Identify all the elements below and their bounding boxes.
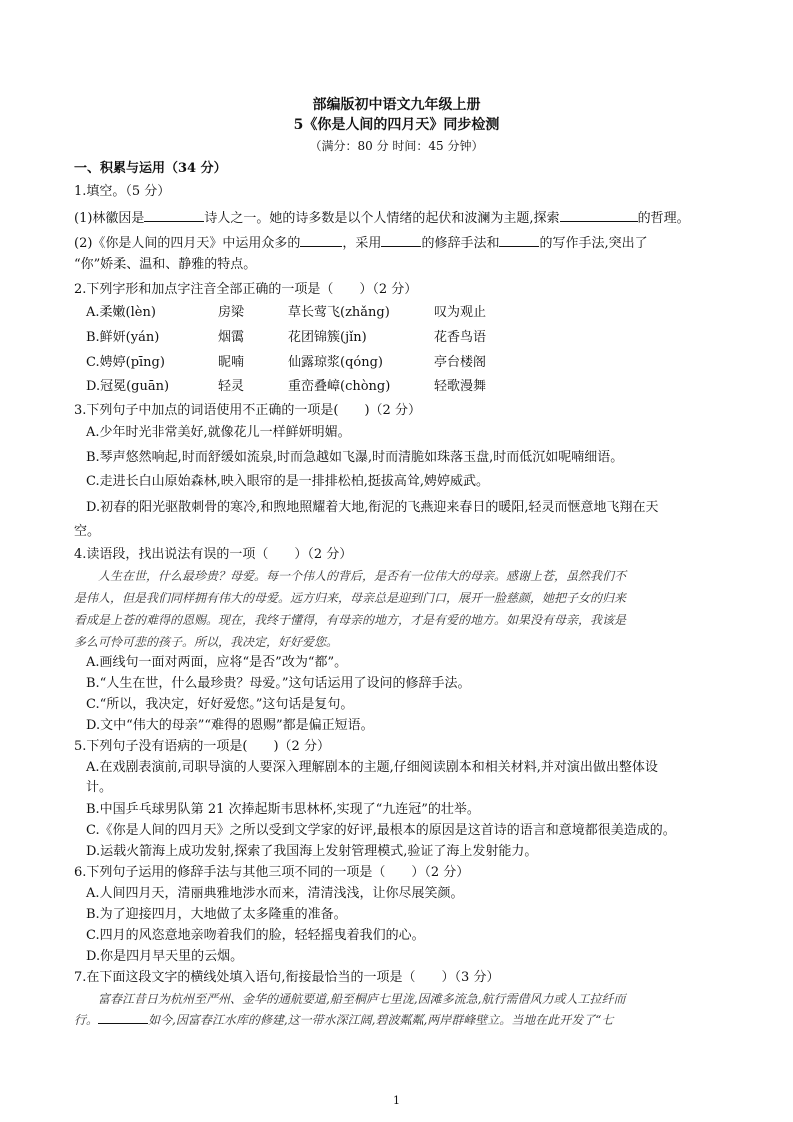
passage-line: 富春江昔日为杭州至严州、金华的通航要道,船至桐庐七里泷,因滩多流急,航行需借风力或人工拉纤而	[98, 992, 626, 1006]
option-b-word-3: 花团锦簇(jǐn)	[288, 330, 367, 345]
option-b-word-2: 烟霭	[218, 330, 245, 345]
q1-text-e: ，采用	[342, 236, 382, 251]
option-b-word-4: 花香鸟语	[434, 330, 487, 345]
q3-option-d-cont: 空。	[74, 524, 101, 539]
q4-option-b: B.“人生在世，什么最珍贵？母爱。”这句话运用了设问的修辞手法。	[86, 676, 471, 691]
question-1-line-1	[74, 209, 690, 228]
fill-blank[interactable]	[381, 234, 421, 247]
q6-option-c: C.四月的风恣意地亲吻着我们的脸，轻轻摇曳着我们的心。	[86, 928, 425, 943]
q6-option-d: D.你是四月早天里的云烟。	[86, 949, 244, 964]
fill-blank[interactable]	[98, 1011, 148, 1024]
option-c: C.娉婷(pīng)	[86, 355, 165, 370]
passage-line: 是伟人，但是我们同样拥有伟大的母爱。远方归来，母亲总是迎到门口，展开一脸慈颜，她把子女的归来	[74, 591, 627, 605]
option-c-word-2: 昵喃	[218, 355, 245, 370]
document-meta: （满分：80 分 时间：45 分钟）	[309, 139, 484, 153]
passage-text: 行。	[74, 1013, 99, 1027]
q1-text-b: 诗人之一。她的诗多数是以个人情绪的起伏和波澜为主题,探索	[204, 211, 560, 226]
passage-line: 人生在世，什么最珍贵？母爱。每一个伟人的背后，是否有一位伟大的母亲。感谢上苍，虽然我们不	[98, 569, 627, 583]
q4-score: ）（2 分）	[294, 547, 353, 562]
q1-text-g: 的写作手法,突出了	[539, 236, 648, 251]
q7-stem-text: 7.在下面这段文字的横线处填入语句,衔接最恰当的一项是（	[74, 970, 416, 985]
q5-option-c: C.《你是人间的四月天》之所以受到文学家的好评,最根本的原因是这首诗的语言和意境都很美造成的。	[86, 823, 676, 838]
q3-option-d: D.初春的阳光驱散刺骨的寒冷,和煦地照耀着大地,衔泥的飞燕迎来春日的暖阳,轻灵而惬意地飞翔在天	[86, 500, 659, 515]
question-4-stem	[74, 546, 352, 564]
passage-line: 看成是上苍的难得的恩赐。现在，我终于懂得，有母亲的地方，才是有爱的地方。如果没有母亲，我该是	[74, 613, 627, 627]
question-3-stem	[74, 402, 421, 420]
q1-text-a: (1)林徽因是	[74, 211, 145, 226]
q6-stem-text: 6.下列句子运用的修辞手法与其他三项不同的一项是（	[74, 865, 386, 880]
question-1-stem: 1.填空。（5 分）	[74, 184, 171, 199]
document-title: 部编版初中语文九年级上册	[312, 97, 481, 113]
q3-stem-text: 3.下列句子中加点的词语使用不正确的一项是(	[74, 403, 339, 418]
question-7-stem	[74, 969, 499, 987]
fill-blank[interactable]	[499, 234, 539, 247]
q3-option-a: A.少年时光非常美好,就像花儿一样鲜妍明媚。	[86, 425, 351, 440]
page-number: 1	[393, 1094, 400, 1107]
q5-option-d: D.运载火箭海上成功发射,探索了我国海上发射管理模式,验证了海上发射能力。	[86, 844, 538, 859]
q6-option-b: B.为了迎接四月，大地做了太多隆重的准备。	[86, 907, 347, 922]
document-subtitle: 5《你是人间的四月天》同步检测	[293, 117, 500, 133]
option-b: B.鲜妍(yán)	[86, 330, 160, 345]
option-c-word-3: 仙露琼浆(qóng)	[288, 355, 383, 370]
q1-text-f: 的修辞手法和	[421, 236, 500, 251]
q3-option-c: C.走进长白山原始森林,映入眼帘的是一排排松柏,挺拔高耸,娉婷威武。	[86, 474, 490, 489]
q3-score: )（2 分）	[364, 403, 421, 418]
q4-option-a: A.画线句一面对两面，应将“是否”改为“都”。	[86, 655, 348, 670]
question-2-stem	[74, 281, 417, 299]
q5-option-b: B.中国乒乓球男队第 21 次捧起斯韦思林杯,实现了“九连冠”的壮举。	[86, 802, 480, 817]
question-6-stem	[74, 864, 469, 882]
option-a-word-4: 叹为观止	[434, 305, 487, 320]
question-1-line-3: “你”娇柔、温和、静雅的特点。	[74, 257, 257, 272]
option-a-word-3: 草长莺飞(zhǎng)	[288, 305, 390, 320]
option-d-word-4: 轻歌漫舞	[434, 379, 487, 394]
q5-score: )（2 分）	[273, 739, 330, 754]
q6-option-a: A.人间四月天，清丽典雅地涉水而来，清清浅浅，让你尽展笑颜。	[86, 886, 464, 901]
fill-blank[interactable]	[144, 209, 204, 222]
option-d: D.冠冕(guān)	[86, 379, 170, 394]
option-a: A.柔嫩(lèn)	[86, 305, 156, 320]
q2-stem-text: 2.下列字形和加点字注音全部正确的一项是（	[74, 282, 334, 297]
q5-option-a: A.在戏剧表演前,司职导演的人要深入理解剧本的主题,仔细阅读剧本和相关材料,并对演出做出整体设	[86, 760, 658, 775]
q4-stem-text: 4.读语段，找出说法有误的一项（	[74, 547, 269, 562]
passage-line: 多么可怜可悲的孩子。所以，我决定，好好爱您。	[74, 635, 339, 649]
fill-blank[interactable]	[560, 209, 638, 222]
q2-score: ）（2 分）	[359, 282, 418, 297]
question-5-stem	[74, 738, 330, 756]
q5-option-a-cont: 计。	[86, 780, 113, 795]
question-1-line-2	[74, 234, 648, 253]
passage-line	[74, 1011, 613, 1029]
q4-option-c: C.“所以，我决定，好好爱您。”这句话是复句。	[86, 697, 354, 712]
q4-option-d: D.文中“伟大的母亲”“难得的恩赐”都是偏正短语。	[86, 718, 374, 733]
q1-text-c: 的哲理。	[637, 211, 690, 226]
q1-text-d: (2)《你是人间的四月天》中运用众多的	[74, 236, 301, 251]
q3-option-b: B.琴声悠然响起,时而舒缓如流泉,时而急越如飞瀑,时而清脆如珠落玉盘,时而低沉如呢喃细语。	[86, 450, 624, 465]
option-d-word-2: 轻灵	[218, 379, 245, 394]
option-d-word-3: 重峦叠嶂(chòng)	[288, 379, 391, 394]
q6-score: ）（2 分）	[411, 865, 470, 880]
section-heading: 一、积累与运用（34 分）	[74, 161, 227, 176]
option-c-word-4: 亭台楼阁	[434, 355, 487, 370]
q5-stem-text: 5.下列句子没有语病的一项是(	[74, 739, 248, 754]
q7-score: ）（3 分）	[441, 970, 500, 985]
passage-text: 如今,因富春江水库的修建,这一带水深江阔,碧波粼粼,两岸群峰壁立。当地在此开发了“七	[148, 1013, 614, 1027]
option-a-word-2: 房梁	[218, 305, 245, 320]
fill-blank[interactable]	[300, 234, 342, 247]
